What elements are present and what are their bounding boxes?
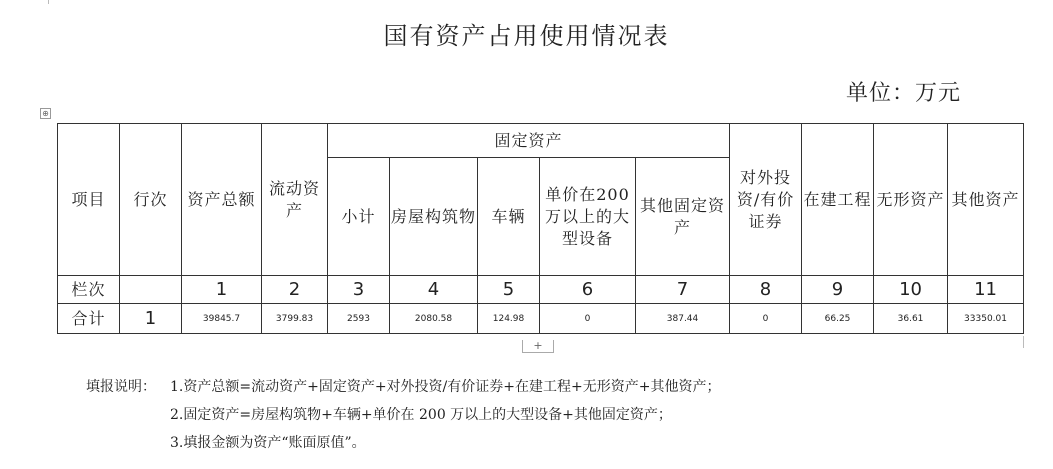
column-number-cell: 7	[636, 276, 730, 304]
page-margin-mark	[1023, 336, 1027, 348]
header-row-1	[58, 124, 1024, 158]
column-number-cell: 3	[328, 276, 390, 304]
column-number-cell: 10	[874, 276, 948, 304]
investments-value: 0	[730, 304, 802, 334]
header-intangible: 无形资产	[874, 124, 948, 276]
header-large-equipment: 单价在200万以上的大型设备	[540, 158, 636, 276]
intangible-value: 36.61	[874, 304, 948, 334]
column-number-cell: 1	[182, 276, 262, 304]
total-row-number: 1	[120, 304, 182, 334]
asset-table	[57, 123, 1024, 334]
buildings-value: 2080.58	[390, 304, 478, 334]
header-other-assets: 其他资产	[948, 124, 1024, 276]
unit-label: 单位：万元	[846, 81, 962, 106]
column-number-row	[58, 276, 1024, 304]
other-assets-value: 33350.01	[948, 304, 1024, 334]
column-number-cell: 5	[478, 276, 540, 304]
header-construction: 在建工程	[802, 124, 874, 276]
table-move-handle-icon[interactable]: ⊕	[40, 108, 51, 119]
column-number-cell	[120, 276, 182, 304]
column-number-cell: 9	[802, 276, 874, 304]
header-vehicles: 车辆	[478, 158, 540, 276]
header-current-assets: 流动资产	[262, 124, 328, 276]
current-assets-value: 3799.83	[262, 304, 328, 334]
header-subtotal: 小计	[328, 158, 390, 276]
total-assets-value: 39845.7	[182, 304, 262, 334]
total-row	[58, 304, 1024, 334]
note-line-2: 2.固定资产=房屋构筑物+车辆+单价在 200 万以上的大型设备+其他固定资产；	[170, 407, 672, 423]
column-number-cell: 8	[730, 276, 802, 304]
column-number-cell: 6	[540, 276, 636, 304]
header-buildings: 房屋构筑物	[390, 158, 478, 276]
header-total-assets: 资产总额	[182, 124, 262, 276]
construction-value: 66.25	[802, 304, 874, 334]
vehicles-value: 124.98	[478, 304, 540, 334]
note-line-1: 1.资产总额=流动资产+固定资产+对外投资/有价证券+在建工程+无形资产+其他资产；	[170, 379, 721, 395]
page-corner-mark	[48, 0, 49, 4]
fixed-subtotal-value: 2593	[328, 304, 390, 334]
document-title: 国有资产占用使用情况表	[383, 22, 670, 50]
header-investments: 对外投资/有价证券	[730, 124, 802, 276]
notes-prefix: 填报说明：	[86, 379, 156, 395]
large-equipment-value: 0	[540, 304, 636, 334]
column-number-cell: 2	[262, 276, 328, 304]
header-other-fixed: 其他固定资产	[636, 158, 730, 276]
note-line-3: 3.填报金额为资产“账面原值”。	[170, 435, 366, 451]
header-item: 项目	[58, 124, 120, 276]
total-label: 合计	[58, 304, 120, 334]
add-row-button[interactable]: +	[522, 340, 554, 353]
column-number-cell: 11	[948, 276, 1024, 304]
column-number-label: 栏次	[58, 276, 120, 304]
other-fixed-value: 387.44	[636, 304, 730, 334]
header-fixed-assets: 固定资产	[328, 124, 730, 158]
column-number-cell: 4	[390, 276, 478, 304]
header-row-number: 行次	[120, 124, 182, 276]
